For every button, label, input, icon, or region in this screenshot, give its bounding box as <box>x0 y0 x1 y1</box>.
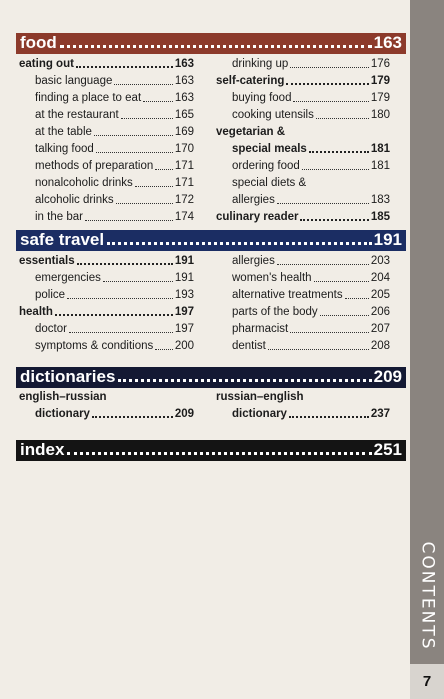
leader-dots <box>155 169 173 170</box>
entry-label: talking food <box>35 143 94 155</box>
section-page: 251 <box>373 440 402 459</box>
entry-label: alternative treatments <box>232 289 343 301</box>
entry-page: 183 <box>370 194 390 206</box>
entry-page: 206 <box>370 306 390 318</box>
entry-label: basic language <box>35 75 113 87</box>
entry-page: 181 <box>370 160 390 172</box>
entry-label: symptoms & conditions <box>35 340 154 352</box>
entry-label: finding a place to eat <box>35 92 142 104</box>
entry-page: 181 <box>370 143 390 155</box>
leader-dots <box>85 220 173 221</box>
toc-entry[interactable] <box>216 268 390 285</box>
toc-entry[interactable] <box>216 336 390 353</box>
toc-entry[interactable] <box>19 54 194 71</box>
side-tab-label <box>415 536 439 656</box>
leader-dots <box>320 315 369 316</box>
toc-entry[interactable] <box>19 139 194 156</box>
toc-entry[interactable] <box>216 122 390 139</box>
entry-label: parts of the body <box>232 306 318 318</box>
toc-entry[interactable] <box>216 285 390 302</box>
leader-dots <box>286 83 368 85</box>
entry-label: ordering food <box>232 160 300 172</box>
toc-entry[interactable] <box>216 173 390 190</box>
entry-label: dentist <box>232 340 266 352</box>
leader-dots <box>290 332 369 333</box>
toc-entry[interactable] <box>19 88 194 105</box>
toc-entry[interactable] <box>19 71 194 88</box>
safe-travel-left-column <box>19 251 194 353</box>
section-title: food <box>20 33 57 52</box>
entry-label: emergencies <box>35 272 101 284</box>
toc-entry[interactable] <box>19 319 194 336</box>
entry-label: health <box>19 306 53 318</box>
leader-dots <box>309 151 369 153</box>
leader-dots <box>345 298 369 299</box>
entry-page: 203 <box>370 255 390 267</box>
toc-entry[interactable] <box>216 105 390 122</box>
entry-label: russian–english <box>216 391 304 403</box>
leader-dots <box>118 379 371 382</box>
entry-label: buying food <box>232 92 292 104</box>
food-left-column <box>19 54 194 224</box>
entry-label: special meals <box>232 143 307 155</box>
entry-page: 191 <box>174 272 194 284</box>
section-page: 191 <box>373 230 402 249</box>
leader-dots <box>290 67 369 68</box>
toc-entry[interactable] <box>216 302 390 319</box>
leader-dots <box>300 219 368 221</box>
toc-entry[interactable] <box>216 190 390 207</box>
leader-dots <box>77 263 173 265</box>
leader-dots <box>69 332 173 333</box>
section-header-dictionaries[interactable] <box>16 367 406 388</box>
entry-label: cooking utensils <box>232 109 314 121</box>
entry-page: 174 <box>174 211 194 223</box>
leader-dots <box>67 452 371 455</box>
entry-label: allergies <box>232 194 275 206</box>
leader-dots <box>135 186 173 187</box>
leader-dots <box>92 416 173 418</box>
page-number: 7 <box>410 664 444 699</box>
entry-page: 191 <box>174 255 194 267</box>
section-header-safe-travel[interactable] <box>16 230 406 251</box>
entry-page: 176 <box>370 58 390 70</box>
toc-entry[interactable] <box>19 105 194 122</box>
leader-dots <box>94 135 173 136</box>
entry-page: 197 <box>174 323 194 335</box>
side-tab <box>410 0 444 699</box>
entry-label: vegetarian & <box>216 126 286 138</box>
toc-entry[interactable] <box>19 156 194 173</box>
section-title: dictionaries <box>20 367 116 386</box>
entry-page: 205 <box>370 289 390 301</box>
entry-page: 208 <box>370 340 390 352</box>
entry-page: 179 <box>370 75 390 87</box>
entry-page: 165 <box>174 109 194 121</box>
toc-entry[interactable] <box>19 207 194 224</box>
entry-label: essentials <box>19 255 75 267</box>
contents-label: CONTENTS <box>417 541 437 651</box>
leader-dots <box>155 349 173 350</box>
entry-label: at the restaurant <box>35 109 119 121</box>
leader-dots <box>143 101 173 102</box>
dictionaries-right-column <box>216 387 390 421</box>
entry-label: culinary reader <box>216 211 299 223</box>
entry-label: pharmacist <box>232 323 289 335</box>
entry-page: 197 <box>174 306 194 318</box>
entry-page: 171 <box>174 177 194 189</box>
toc-entry[interactable] <box>19 285 194 302</box>
leader-dots <box>60 45 372 48</box>
leader-dots <box>268 349 369 350</box>
leader-dots <box>96 152 173 153</box>
entry-page: 185 <box>370 211 390 223</box>
food-right-column <box>216 54 390 224</box>
leader-dots <box>107 242 372 245</box>
toc-entry[interactable] <box>216 54 390 71</box>
toc-entry[interactable] <box>216 156 390 173</box>
toc-entry[interactable] <box>19 251 194 268</box>
entry-page: 209 <box>174 408 194 420</box>
toc-entry[interactable] <box>19 268 194 285</box>
dictionaries-left-column <box>19 387 194 421</box>
section-title: index <box>20 440 65 459</box>
entry-label: doctor <box>35 323 67 335</box>
toc-entry[interactable] <box>216 404 390 421</box>
toc-entry[interactable] <box>19 387 194 404</box>
leader-dots <box>293 101 368 102</box>
entry-label: self-catering <box>216 75 285 87</box>
entry-label: allergies <box>232 255 275 267</box>
entry-label: alcoholic drinks <box>35 194 114 206</box>
entry-page: 200 <box>174 340 194 352</box>
toc-entry[interactable] <box>216 319 390 336</box>
toc-entry[interactable] <box>19 190 194 207</box>
entry-page: 163 <box>174 75 194 87</box>
entry-page: 171 <box>174 160 194 172</box>
section-header-index[interactable] <box>16 440 406 461</box>
leader-dots <box>76 66 173 68</box>
entry-label: women's health <box>232 272 312 284</box>
leader-dots <box>277 203 369 204</box>
leader-dots <box>314 281 369 282</box>
leader-dots <box>289 416 369 418</box>
entry-page: 193 <box>174 289 194 301</box>
entry-label: in the bar <box>35 211 83 223</box>
leader-dots <box>103 281 173 282</box>
toc-entry[interactable] <box>216 139 390 156</box>
toc-entry[interactable] <box>216 71 390 88</box>
entry-page: 163 <box>174 92 194 104</box>
entry-page: 237 <box>370 408 390 420</box>
safe-travel-right-column <box>216 251 390 353</box>
entry-page: 207 <box>370 323 390 335</box>
toc-entry[interactable] <box>216 207 390 224</box>
entry-page: 180 <box>370 109 390 121</box>
entry-page: 172 <box>174 194 194 206</box>
section-title: safe travel <box>20 230 105 249</box>
entry-page: 204 <box>370 272 390 284</box>
entry-label: methods of preparation <box>35 160 154 172</box>
toc-entry[interactable] <box>19 173 194 190</box>
entry-page: 179 <box>370 92 390 104</box>
toc-entry[interactable] <box>19 404 194 421</box>
leader-dots <box>67 298 173 299</box>
entry-label: eating out <box>19 58 74 70</box>
entry-page: 169 <box>174 126 194 138</box>
entry-label: drinking up <box>232 58 289 70</box>
entry-page: 170 <box>174 143 194 155</box>
leader-dots <box>114 84 172 85</box>
toc-entry[interactable] <box>216 88 390 105</box>
entry-label: special diets & <box>232 177 307 189</box>
entry-label: dictionary <box>35 408 90 420</box>
leader-dots <box>121 118 173 119</box>
toc-entry[interactable] <box>19 302 194 319</box>
entry-label: nonalcoholic drinks <box>35 177 133 189</box>
entry-label: at the table <box>35 126 92 138</box>
leader-dots <box>316 118 369 119</box>
section-page: 163 <box>373 33 402 52</box>
entry-label: english–russian <box>19 391 107 403</box>
section-page: 209 <box>373 367 402 386</box>
toc-entry[interactable] <box>19 336 194 353</box>
toc-entry[interactable] <box>216 387 390 404</box>
leader-dots <box>277 264 369 265</box>
entry-page: 163 <box>174 58 194 70</box>
toc-entry[interactable] <box>216 251 390 268</box>
leader-dots <box>302 169 369 170</box>
section-header-food[interactable] <box>16 33 406 54</box>
leader-dots <box>116 203 173 204</box>
toc-entry[interactable] <box>19 122 194 139</box>
leader-dots <box>55 314 173 316</box>
entry-label: dictionary <box>232 408 287 420</box>
entry-label: police <box>35 289 66 301</box>
